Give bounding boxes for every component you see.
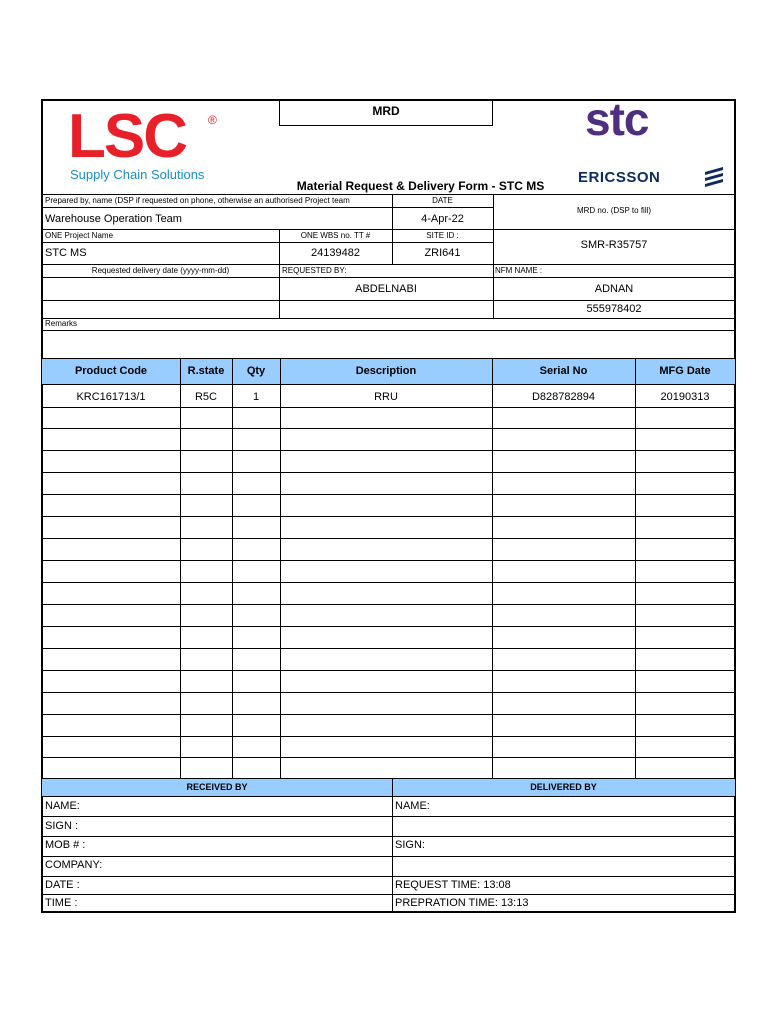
column-header-product-code: Product Code [74, 365, 148, 377]
remarks-label: Remarks [45, 319, 78, 328]
delivery-date-label: Requested delivery date (yyyy-mm-dd) [91, 266, 230, 275]
table-cell-description[interactable]: RRU [374, 391, 398, 403]
table-cell-serial-no[interactable]: D828782894 [531, 391, 595, 403]
table-cell-rstate[interactable]: R5C [194, 391, 217, 403]
ericsson-logo-text: ERICSSON [578, 169, 661, 186]
form-title: Material Request & Delivery Form - STC MS [296, 179, 545, 193]
column-header-mfg-date: MFG Date [659, 365, 711, 377]
site-id-label: SITE ID : [426, 231, 459, 240]
prepared-by-label: Prepared by, name (DSP if requested on phone, otherwise an authorised Project team [45, 196, 350, 205]
mrd-no-value[interactable]: SMR-R35757 [580, 239, 648, 251]
delivered-request-time[interactable]: REQUEST TIME: 13:08 [395, 879, 511, 891]
received-date-field[interactable]: DATE : [45, 879, 80, 891]
nfm-phone-value[interactable]: 555978402 [586, 303, 642, 315]
date-value[interactable]: 4-Apr-22 [421, 213, 464, 225]
delivered-name-field[interactable]: NAME: [395, 800, 430, 812]
wbs-label: ONE WBS no. TT # [300, 231, 371, 240]
column-header-qty: Qty [246, 365, 266, 377]
delivered-preparation-time[interactable]: PREPRATION TIME: 13:13 [395, 897, 529, 909]
table-cell-qty[interactable]: 1 [252, 391, 260, 403]
table-cell-product-code[interactable]: KRC161713/1 [76, 391, 146, 403]
mrd-no-label: MRD no. (DSP to fill) [576, 206, 652, 215]
mrd-title: MRD [372, 104, 400, 118]
ericsson-logo-icon [703, 166, 725, 188]
received-time-field[interactable]: TIME : [45, 897, 78, 909]
received-company-field[interactable]: COMPANY: [45, 859, 103, 871]
received-by-title: RECEIVED BY [186, 782, 248, 792]
date-label: DATE [432, 196, 453, 205]
delivered-sign-field[interactable]: SIGN: [395, 839, 425, 851]
requested-by-value[interactable]: ABDELNABI [355, 283, 417, 295]
column-header-serial-no: Serial No [539, 365, 588, 377]
project-name-value[interactable]: STC MS [45, 247, 87, 259]
prepared-by-value[interactable]: Warehouse Operation Team [45, 213, 182, 225]
delivered-by-title: DELIVERED BY [530, 782, 597, 792]
wbs-value[interactable]: 24139482 [311, 247, 360, 259]
lsc-tagline: Supply Chain Solutions [70, 167, 205, 182]
lsc-logo [68, 102, 186, 171]
project-name-label: ONE Project Name [45, 231, 114, 240]
requested-by-label: REQUESTED BY: [282, 266, 347, 275]
received-name-field[interactable]: NAME: [45, 800, 80, 812]
received-mob-field[interactable]: MOB # : [45, 839, 86, 851]
column-header-rstate: R.state [187, 365, 225, 377]
lsc-logo-text: LSC [68, 102, 186, 171]
table-cell-mfg-date[interactable]: 20190313 [660, 391, 710, 403]
lsc-registered-mark: ® [208, 113, 217, 127]
stc-logo: stc [585, 93, 649, 145]
nfm-name-value[interactable]: ADNAN [594, 283, 634, 295]
received-sign-field[interactable]: SIGN : [45, 820, 79, 832]
nfm-name-label: NFM NAME : [495, 266, 543, 275]
site-id-value[interactable]: ZRI641 [424, 247, 461, 259]
column-header-description: Description [355, 365, 417, 377]
